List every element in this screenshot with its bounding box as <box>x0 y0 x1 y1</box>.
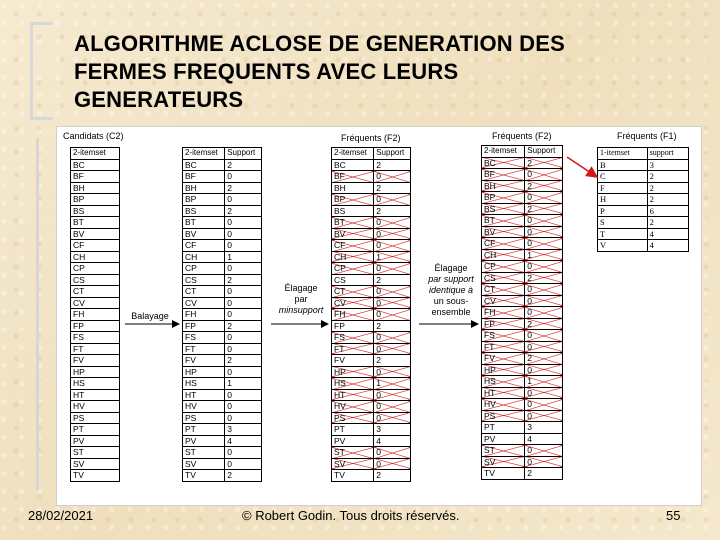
support-cell: 2 <box>374 320 411 332</box>
support-cell: 0 <box>374 412 411 424</box>
col-header-itemset: 2-itemset <box>332 148 374 160</box>
itemset-cell: HS <box>332 378 374 390</box>
support-cell: 4 <box>525 433 563 445</box>
itemset-cell: CF <box>71 240 120 252</box>
itemset-cell: BF <box>71 171 120 183</box>
support-cell: 0 <box>225 228 262 240</box>
support-cell: 0 <box>225 194 262 206</box>
itemset-cell: CT <box>183 286 225 298</box>
label-line: par support <box>428 274 474 284</box>
itemset-cell: BS <box>71 205 120 217</box>
itemset-cell: BV <box>332 228 374 240</box>
support-cell: 2 <box>374 205 411 217</box>
aclose-figure <box>56 126 702 506</box>
itemset-cell: BH <box>183 182 225 194</box>
title-line-1: ALGORITHME ACLOSE DE GENERATION DES <box>74 31 566 56</box>
support-cell: 4 <box>374 435 411 447</box>
support-cell: 2 <box>525 180 563 192</box>
itemset-cell: HP <box>71 366 120 378</box>
itemset-cell: SV <box>482 456 525 468</box>
support-cell: 1 <box>225 378 262 390</box>
itemset-cell: CF <box>482 238 525 250</box>
support-cell: 2 <box>225 159 262 171</box>
itemset-cell: BP <box>482 192 525 204</box>
label-line: Élagage <box>434 263 468 273</box>
frequents-f2-header-1: Fréquents (F2) <box>341 133 401 143</box>
itemset-cell: CH <box>482 249 525 261</box>
itemset-cell: BP <box>183 194 225 206</box>
col-header-itemset: 2-itemset <box>183 148 225 160</box>
itemset-cell: CS <box>332 274 374 286</box>
itemset-cell: PV <box>482 433 525 445</box>
itemset-cell: BT <box>482 215 525 227</box>
label-line: par <box>294 294 308 304</box>
support-cell: 2 <box>525 157 563 169</box>
col-header-support: Support <box>225 148 262 160</box>
support-cell: 3 <box>374 424 411 436</box>
itemset-cell: HV <box>482 399 525 411</box>
itemset-cell: PS <box>332 412 374 424</box>
itemset-cell: SV <box>183 458 225 470</box>
itemset-cell: C <box>598 171 648 183</box>
support-cell: 0 <box>525 456 563 468</box>
support-cell: 0 <box>525 330 563 342</box>
support-cell: 0 <box>374 309 411 321</box>
itemset-cell: HS <box>482 376 525 388</box>
itemset-cell: S <box>598 217 648 229</box>
itemset-cell: BH <box>482 180 525 192</box>
itemset-cell: CS <box>482 272 525 284</box>
col-header-support: support <box>647 148 688 160</box>
support-cell: 0 <box>374 366 411 378</box>
red-arrow-bc <box>567 157 597 177</box>
col-header-support: Support <box>525 146 563 158</box>
col-header-support: Support <box>374 148 411 160</box>
itemset-cell: HV <box>71 401 120 413</box>
support-cell: 4 <box>647 228 688 240</box>
itemset-cell: BH <box>71 182 120 194</box>
itemset-cell: CS <box>183 274 225 286</box>
footer-page-number: 55 <box>666 508 681 523</box>
itemset-cell: CP <box>482 261 525 273</box>
itemset-cell: BT <box>183 217 225 229</box>
support-cell: 0 <box>374 194 411 206</box>
itemset-cell: CV <box>183 297 225 309</box>
itemset-cell: FP <box>332 320 374 332</box>
support-cell: 0 <box>225 332 262 344</box>
itemset-cell: CT <box>482 284 525 296</box>
itemset-cell: H <box>598 194 648 206</box>
support-cell: 0 <box>374 332 411 344</box>
support-cell: 0 <box>525 399 563 411</box>
support-cell: 2 <box>525 468 563 480</box>
itemset-cell: FS <box>482 330 525 342</box>
itemset-cell: PS <box>482 410 525 422</box>
figure-arrows <box>57 127 701 505</box>
itemset-cell: HT <box>183 389 225 401</box>
support-cell: 0 <box>225 309 262 321</box>
itemset-cell: FT <box>183 343 225 355</box>
support-cell: 2 <box>647 194 688 206</box>
itemset-cell: B <box>598 159 648 171</box>
itemset-cell: ST <box>332 447 374 459</box>
itemset-cell: PT <box>183 424 225 436</box>
itemset-cell: CF <box>332 240 374 252</box>
itemset-cell: CP <box>71 263 120 275</box>
itemset-cell: ST <box>482 445 525 457</box>
itemset-cell: HT <box>332 389 374 401</box>
support-cell: 0 <box>225 217 262 229</box>
support-cell: 2 <box>225 320 262 332</box>
itemset-cell: BT <box>332 217 374 229</box>
itemset-cell: FP <box>71 320 120 332</box>
support-cell: 0 <box>374 297 411 309</box>
itemset-cell: PV <box>71 435 120 447</box>
itemset-cell: CT <box>71 286 120 298</box>
label-line: identique à <box>428 285 474 295</box>
itemset-cell: HP <box>183 366 225 378</box>
support-cell: 0 <box>225 240 262 252</box>
itemset-cell: CP <box>183 263 225 275</box>
itemset-cell: BV <box>482 226 525 238</box>
candidats-header: Candidats (C2) <box>63 131 124 141</box>
col-header-1-itemset: 1-itemset <box>598 148 648 160</box>
itemset-cell: PS <box>183 412 225 424</box>
itemset-cell: FH <box>332 309 374 321</box>
support-cell: 0 <box>525 410 563 422</box>
title-line-2: FERMES FREQUENTS AVEC LEURS <box>74 59 459 84</box>
itemset-cell: CH <box>183 251 225 263</box>
itemset-cell: PT <box>332 424 374 436</box>
support-cell: 0 <box>225 401 262 413</box>
itemset-cell: BV <box>183 228 225 240</box>
itemset-cell: BC <box>332 159 374 171</box>
itemset-cell: BP <box>332 194 374 206</box>
itemset-cell: FV <box>332 355 374 367</box>
itemset-cell: CP <box>332 263 374 275</box>
support-cell: 0 <box>525 307 563 319</box>
itemset-cell: BS <box>183 205 225 217</box>
itemset-cell: PT <box>482 422 525 434</box>
itemset-cell: HP <box>482 364 525 376</box>
itemset-cell: BP <box>71 194 120 206</box>
itemset-cell: BS <box>332 205 374 217</box>
support-cell: 6 <box>647 205 688 217</box>
itemset-cell: FT <box>332 343 374 355</box>
support-cell: 0 <box>374 171 411 183</box>
itemset-cell: CV <box>482 295 525 307</box>
footer-date: 28/02/2021 <box>28 508 94 523</box>
support-cell: 2 <box>225 274 262 286</box>
itemset-cell: PS <box>71 412 120 424</box>
support-cell: 0 <box>525 192 563 204</box>
itemset-cell: F <box>598 182 648 194</box>
footer-copyright: © Robert Godin. Tous droits réservés. <box>242 508 460 523</box>
support-cell: 0 <box>374 447 411 459</box>
support-cell: 2 <box>374 355 411 367</box>
support-cell: 2 <box>225 355 262 367</box>
support-cell: 0 <box>525 341 563 353</box>
support-cell: 0 <box>225 447 262 459</box>
support-cell: 0 <box>525 169 563 181</box>
support-cell: 2 <box>525 203 563 215</box>
itemset-cell: ST <box>183 447 225 459</box>
itemset-cell: BS <box>482 203 525 215</box>
itemset-cell: CV <box>71 297 120 309</box>
itemset-cell: FV <box>183 355 225 367</box>
itemset-cell: BC <box>482 157 525 169</box>
itemset-cell: CH <box>332 251 374 263</box>
support-cell: 2 <box>225 205 262 217</box>
itemset-cell: CT <box>332 286 374 298</box>
support-cell: 0 <box>374 240 411 252</box>
support-cell: 3 <box>647 159 688 171</box>
support-cell: 2 <box>647 171 688 183</box>
itemset-cell: CF <box>183 240 225 252</box>
label-line: Élagage <box>284 283 318 293</box>
support-cell: 0 <box>225 389 262 401</box>
col-header-itemset: 2-itemset <box>482 146 525 158</box>
itemset-cell: FH <box>482 307 525 319</box>
itemset-cell: TV <box>183 470 225 482</box>
itemset-cell: BF <box>183 171 225 183</box>
support-cell: 0 <box>374 389 411 401</box>
support-cell: 2 <box>647 182 688 194</box>
itemset-cell: BH <box>332 182 374 194</box>
label-line: ensemble <box>431 307 471 317</box>
col-header-itemset: 2-itemset <box>71 148 120 160</box>
itemset-cell: P <box>598 205 648 217</box>
support-cell: 0 <box>374 343 411 355</box>
itemset-cell: BT <box>71 217 120 229</box>
itemset-cell: HV <box>332 401 374 413</box>
support-cell: 3 <box>225 424 262 436</box>
support-cell: 2 <box>525 272 563 284</box>
support-cell: 0 <box>225 412 262 424</box>
figure-decoration <box>36 138 55 490</box>
itemset-cell: BF <box>332 171 374 183</box>
itemset-cell: TV <box>482 468 525 480</box>
support-cell: 2 <box>225 182 262 194</box>
balayage-label: Balayage <box>131 311 169 321</box>
support-cell: 0 <box>374 217 411 229</box>
itemset-cell: CV <box>332 297 374 309</box>
support-cell: 1 <box>225 251 262 263</box>
support-cell: 2 <box>525 353 563 365</box>
itemset-cell: TV <box>332 470 374 482</box>
itemset-cell: PT <box>71 424 120 436</box>
support-cell: 0 <box>225 297 262 309</box>
support-cell: 0 <box>225 171 262 183</box>
support-cell: 1 <box>374 251 411 263</box>
itemset-cell: PV <box>183 435 225 447</box>
label-line: un sous- <box>433 296 469 306</box>
support-cell: 0 <box>525 295 563 307</box>
itemset-cell: BF <box>482 169 525 181</box>
support-cell: 0 <box>525 364 563 376</box>
support-cell: 0 <box>374 228 411 240</box>
support-cell: 0 <box>525 387 563 399</box>
support-cell: 2 <box>525 318 563 330</box>
support-cell: 0 <box>525 226 563 238</box>
slide-title <box>74 30 694 114</box>
support-cell: 3 <box>525 422 563 434</box>
itemset-cell: T <box>598 228 648 240</box>
support-cell: 1 <box>525 249 563 261</box>
support-cell: 0 <box>225 263 262 275</box>
itemset-cell: HT <box>71 389 120 401</box>
support-cell: 0 <box>525 238 563 250</box>
support-cell: 0 <box>525 284 563 296</box>
itemset-cell: BV <box>71 228 120 240</box>
itemset-cell: FH <box>183 309 225 321</box>
title-decoration <box>30 22 53 120</box>
itemset-cell: FP <box>482 318 525 330</box>
support-cell: 0 <box>225 343 262 355</box>
support-cell: 2 <box>374 274 411 286</box>
support-cell: 2 <box>374 159 411 171</box>
itemset-cell: SV <box>332 458 374 470</box>
itemset-cell: HS <box>183 378 225 390</box>
support-cell: 0 <box>374 401 411 413</box>
itemset-cell: FV <box>482 353 525 365</box>
itemset-cell: CS <box>71 274 120 286</box>
itemset-cell: CH <box>71 251 120 263</box>
itemset-cell: PV <box>332 435 374 447</box>
itemset-cell: FV <box>71 355 120 367</box>
itemset-cell: HS <box>71 378 120 390</box>
itemset-cell: V <box>598 240 648 252</box>
itemset-cell: FS <box>71 332 120 344</box>
itemset-cell: ST <box>71 447 120 459</box>
support-cell: 4 <box>647 240 688 252</box>
support-cell: 4 <box>225 435 262 447</box>
title-line-3: GENERATEURS <box>74 87 244 112</box>
support-cell: 0 <box>225 458 262 470</box>
support-cell: 2 <box>374 470 411 482</box>
support-cell: 0 <box>525 261 563 273</box>
support-cell: 0 <box>225 366 262 378</box>
itemset-cell: BC <box>71 159 120 171</box>
itemset-cell: BC <box>183 159 225 171</box>
itemset-cell: FH <box>71 309 120 321</box>
itemset-cell: HT <box>482 387 525 399</box>
support-cell: 0 <box>225 286 262 298</box>
support-cell: 1 <box>374 378 411 390</box>
itemset-cell: HP <box>332 366 374 378</box>
support-cell: 2 <box>647 217 688 229</box>
support-cell: 0 <box>525 445 563 457</box>
itemset-cell: FT <box>71 343 120 355</box>
support-cell: 0 <box>374 263 411 275</box>
support-cell: 0 <box>525 215 563 227</box>
frequents-f1-header: Fréquents (F1) <box>617 131 677 141</box>
itemset-cell: FS <box>332 332 374 344</box>
label-line: minsupport <box>278 305 324 315</box>
itemset-cell: FP <box>183 320 225 332</box>
support-cell: 2 <box>225 470 262 482</box>
itemset-cell: FT <box>482 341 525 353</box>
itemset-cell: HV <box>183 401 225 413</box>
support-cell: 2 <box>374 182 411 194</box>
itemset-cell: SV <box>71 458 120 470</box>
support-cell: 0 <box>374 286 411 298</box>
itemset-cell: TV <box>71 470 120 482</box>
support-cell: 1 <box>525 376 563 388</box>
frequents-f2-header-2: Fréquents (F2) <box>492 131 552 141</box>
itemset-cell: FS <box>183 332 225 344</box>
support-cell: 0 <box>374 458 411 470</box>
